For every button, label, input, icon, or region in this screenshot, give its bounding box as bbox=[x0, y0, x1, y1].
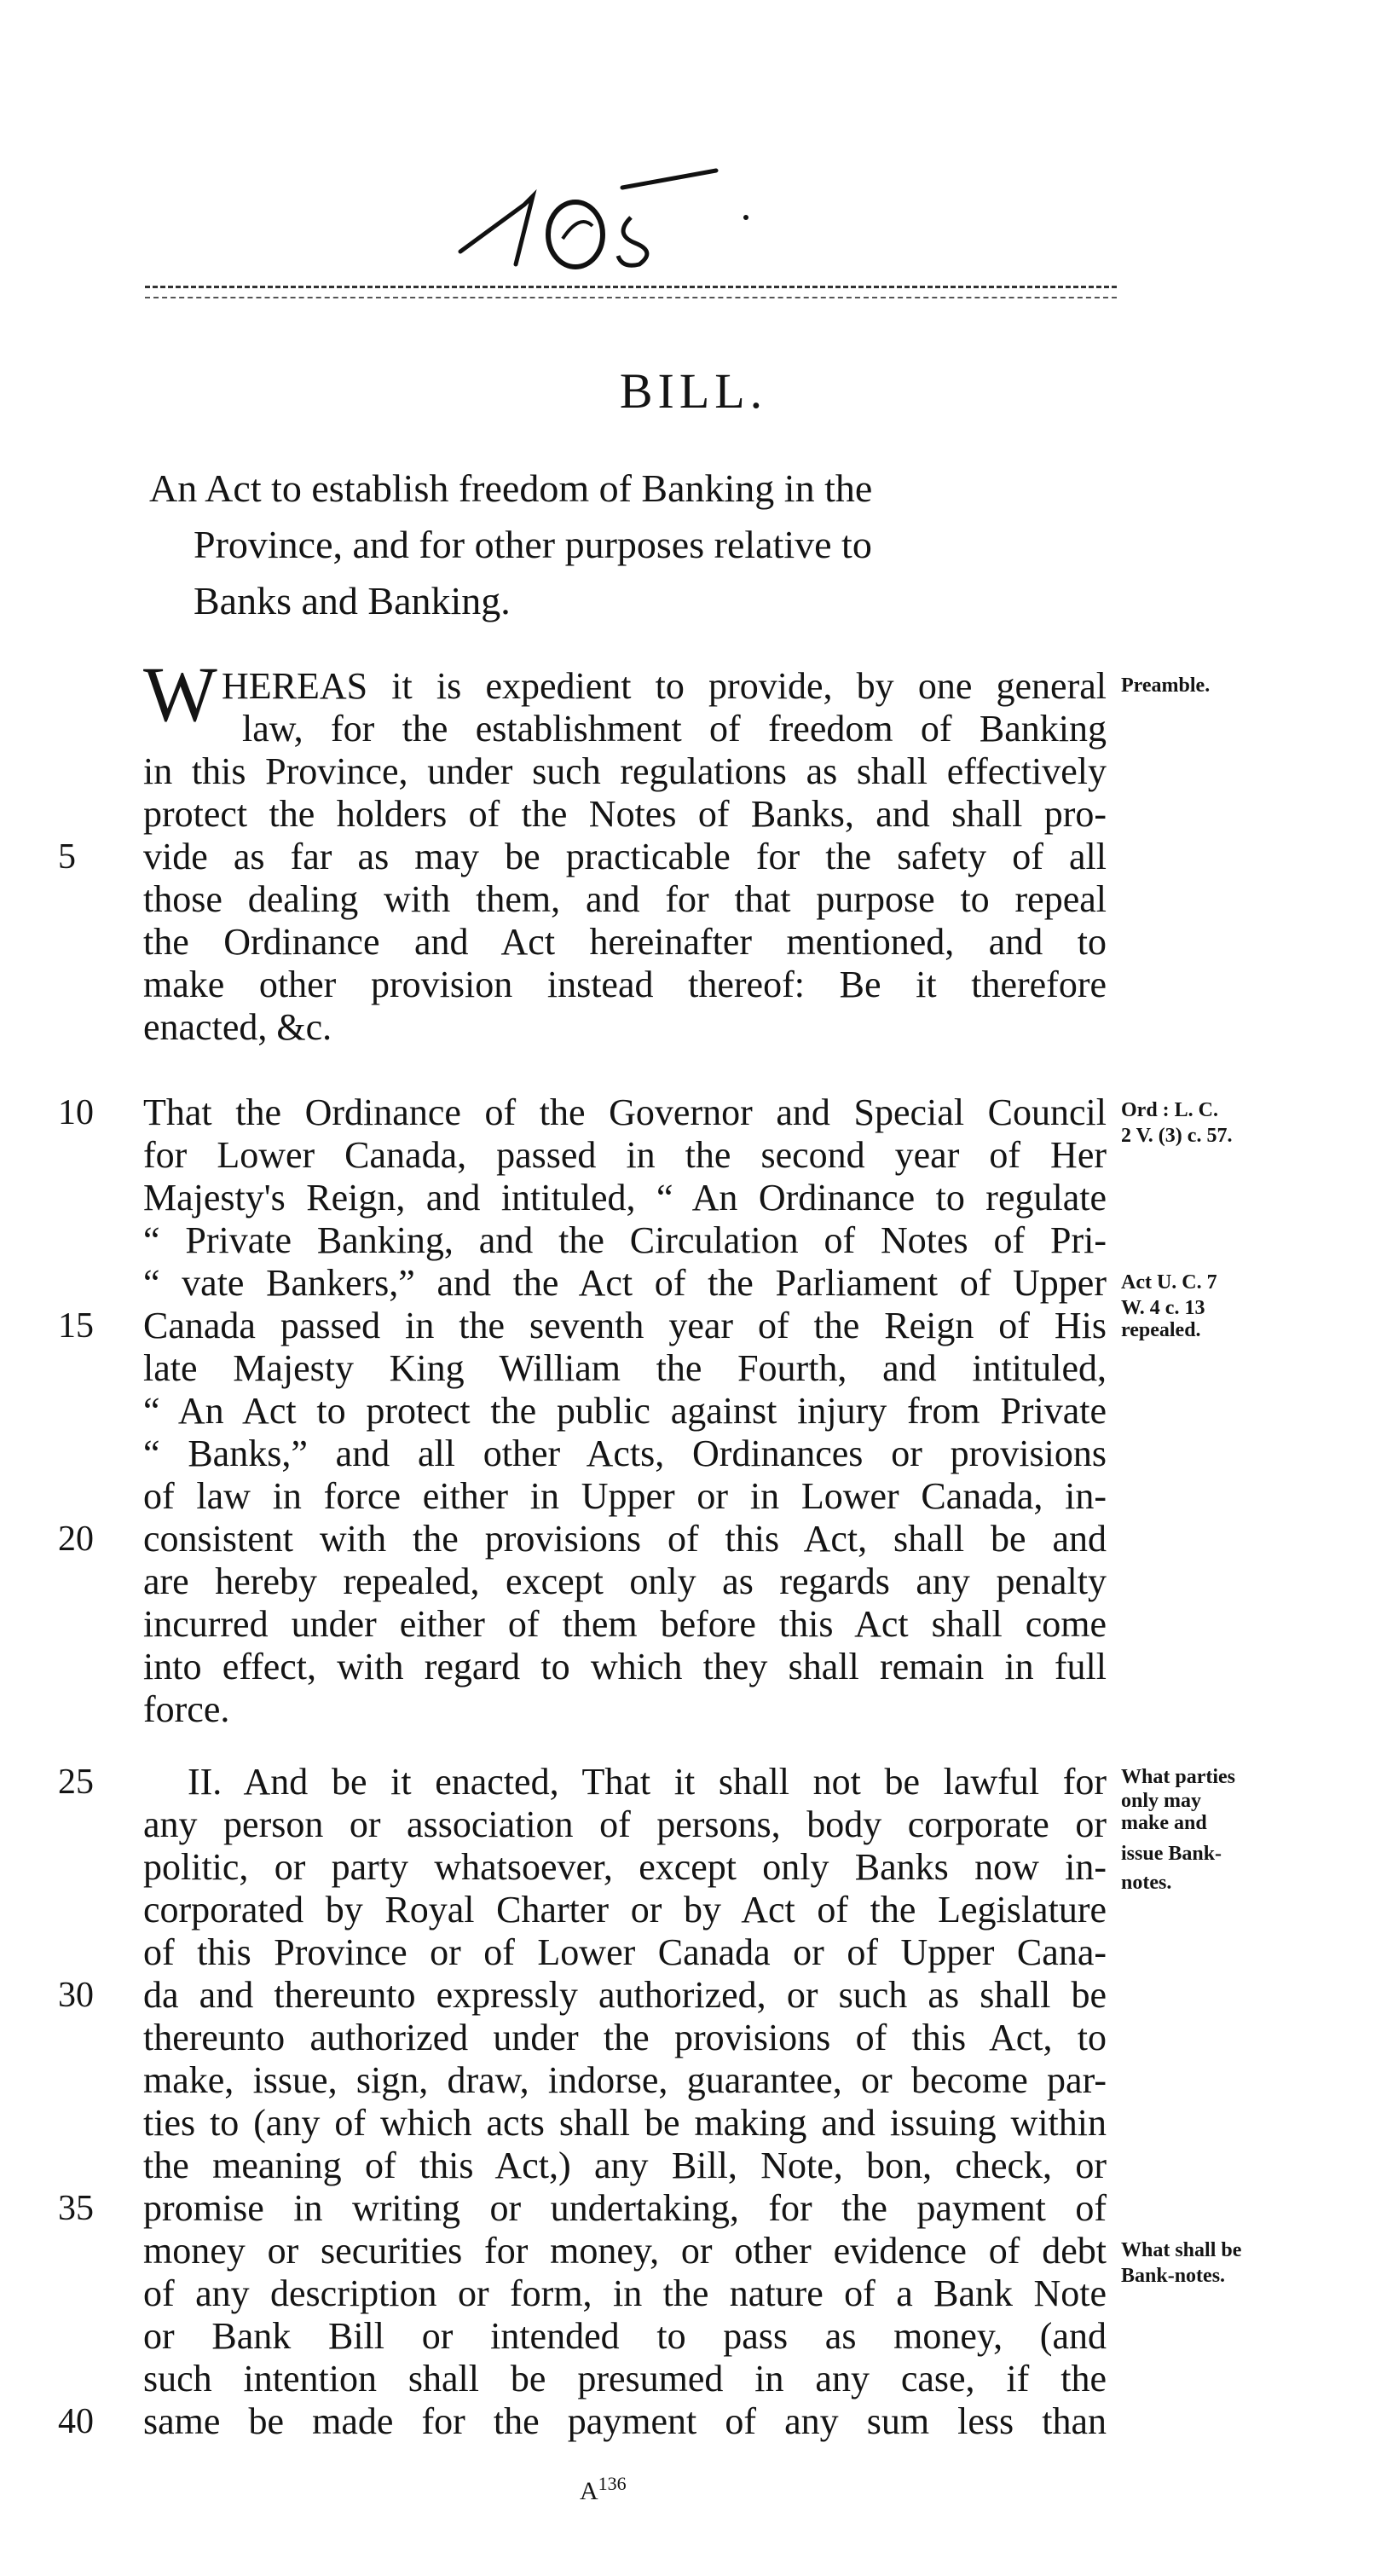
text-line: any person or association of persons, body corporate or bbox=[143, 1803, 1107, 1845]
text-line: the meaning of this Act,) any Bill, Note, bon, check, or bbox=[143, 2145, 1107, 2186]
text-line: the Ordinance and Act hereinafter mentioned, and to bbox=[143, 921, 1107, 963]
text-line: politic, or party whatsoever, except only Banks now in- bbox=[143, 1846, 1107, 1888]
text-line: Canada passed in the seventh year of the Reign of His bbox=[143, 1305, 1107, 1346]
text-line: those dealing with them, and for that purpose to repeal bbox=[143, 878, 1107, 920]
text-line: in this Province, under such regulations as shall effectively bbox=[143, 750, 1107, 792]
decorative-rule bbox=[145, 286, 1117, 288]
text-line: thereunto authorized under the provisions of this Act, to bbox=[143, 2017, 1107, 2058]
text-line: enacted, &c. bbox=[143, 1006, 332, 1048]
text-line: That the Ordinance of the Governor and Special Council bbox=[143, 1091, 1107, 1133]
margin-note-act: Act U. C. 7 bbox=[1121, 1271, 1217, 1294]
text-line: protect the holders of the Notes of Banks, and shall pro- bbox=[143, 793, 1107, 835]
margin-note-preamble: Preamble. bbox=[1121, 674, 1211, 697]
margin-note-parties: only may bbox=[1121, 1790, 1202, 1812]
text-line: or Bank Bill or intended to pass as money, (and bbox=[143, 2315, 1107, 2357]
text-line: “ An Act to protect the public against injury from Private bbox=[143, 1390, 1107, 1432]
text-line: of law in force either in Upper or in Lower Canada, in- bbox=[143, 1475, 1107, 1517]
text-line: da and thereunto expressly authorized, or such as shall be bbox=[143, 1974, 1107, 2016]
margin-note-parties: make and bbox=[1121, 1812, 1207, 1834]
line-number: 5 bbox=[58, 837, 76, 877]
bill-title: BILL. bbox=[619, 363, 768, 419]
text-line: into effect, with regard to which they shall remain in full bbox=[143, 1646, 1107, 1687]
line-number: 40 bbox=[58, 2402, 94, 2441]
margin-note-parties: issue Bank- bbox=[1121, 1843, 1222, 1865]
margin-note-bank-notes: Bank-notes. bbox=[1121, 2265, 1226, 2287]
act-title-line: An Act to establish freedom of Banking in the bbox=[149, 466, 873, 510]
text-line: “ Private Banking, and the Circulation of Notes of Pri- bbox=[143, 1219, 1107, 1261]
act-title bbox=[149, 460, 1121, 629]
text-line: corporated by Royal Charter or by Act of the Legislature bbox=[143, 1889, 1107, 1931]
line-number: 30 bbox=[58, 1976, 94, 2015]
handwritten-folio bbox=[452, 153, 759, 273]
margin-note-parties: What parties bbox=[1121, 1766, 1235, 1788]
text-line: HEREAS it is expedient to provide, by one general bbox=[222, 665, 1107, 707]
act-title-line: Province, and for other purposes relative to bbox=[194, 523, 872, 566]
text-line: force. bbox=[143, 1688, 230, 1730]
text-line: make, issue, sign, draw, indorse, guarantee, or become par- bbox=[143, 2059, 1107, 2101]
line-number: 10 bbox=[58, 1093, 94, 1132]
text-line: late Majesty King William the Fourth, and intituled, bbox=[143, 1347, 1107, 1389]
text-line: of any description or form, in the nature of a Bank Note bbox=[143, 2272, 1107, 2314]
text-line: money or securities for money, or other evidence of debt bbox=[143, 2230, 1107, 2272]
decorative-rule bbox=[145, 297, 1117, 298]
signature-mark bbox=[580, 2473, 627, 2506]
text-line: law, for the establishment of freedom of Banking bbox=[242, 708, 1107, 750]
margin-note-bank-notes: What shall be bbox=[1121, 2239, 1242, 2261]
line-number: 20 bbox=[58, 1520, 94, 1559]
margin-note-ordinance: Ord : L. C. bbox=[1121, 1099, 1218, 1121]
text-line: “ vate Bankers,” and the Act of the Parliament of Upper bbox=[143, 1262, 1107, 1304]
text-line: promise in writing or undertaking, for the payment of bbox=[143, 2187, 1107, 2229]
text-line: consistent with the provisions of this Act, shall be and bbox=[143, 1518, 1107, 1560]
text-line: incurred under either of them before this Act shall come bbox=[143, 1603, 1107, 1645]
signature-letter: A bbox=[580, 2477, 598, 2505]
text-line: “ Banks,” and all other Acts, Ordinances or provisions bbox=[143, 1433, 1107, 1474]
text-line: same be made for the payment of any sum less than bbox=[143, 2400, 1107, 2442]
text-line: for Lower Canada, passed in the second year of Her bbox=[143, 1134, 1107, 1176]
line-number: 25 bbox=[58, 1763, 94, 1802]
text-line: are hereby repealed, except only as regards any penalty bbox=[143, 1560, 1107, 1602]
signature-number: 136 bbox=[598, 2473, 627, 2494]
text-line: such intention shall be presumed in any case, if the bbox=[143, 2358, 1107, 2399]
line-number: 35 bbox=[58, 2189, 94, 2228]
text-line: ties to (any of which acts shall be making and issuing within bbox=[143, 2102, 1107, 2144]
text-line: Majesty's Reign, and intituled, “ An Ordinance to regulate bbox=[143, 1177, 1107, 1219]
line-number: 15 bbox=[58, 1306, 94, 1346]
text-line: II. And be it enacted, That it shall not be lawful for bbox=[188, 1761, 1107, 1803]
text-line: of this Province or of Lower Canada or of Upper Cana- bbox=[143, 1931, 1107, 1973]
margin-note-act: W. 4 c. 13 bbox=[1121, 1297, 1205, 1319]
drop-cap: W bbox=[143, 651, 217, 738]
margin-note-parties: notes. bbox=[1121, 1872, 1172, 1894]
margin-note-act: repealed. bbox=[1121, 1319, 1201, 1341]
margin-note-ordinance: 2 V. (3) c. 57. bbox=[1121, 1125, 1233, 1147]
act-title-line: Banks and Banking. bbox=[194, 579, 511, 622]
text-line: make other provision instead thereof: Be it therefore bbox=[143, 964, 1107, 1005]
text-line: vide as far as may be practicable for the safety of all bbox=[143, 836, 1107, 877]
